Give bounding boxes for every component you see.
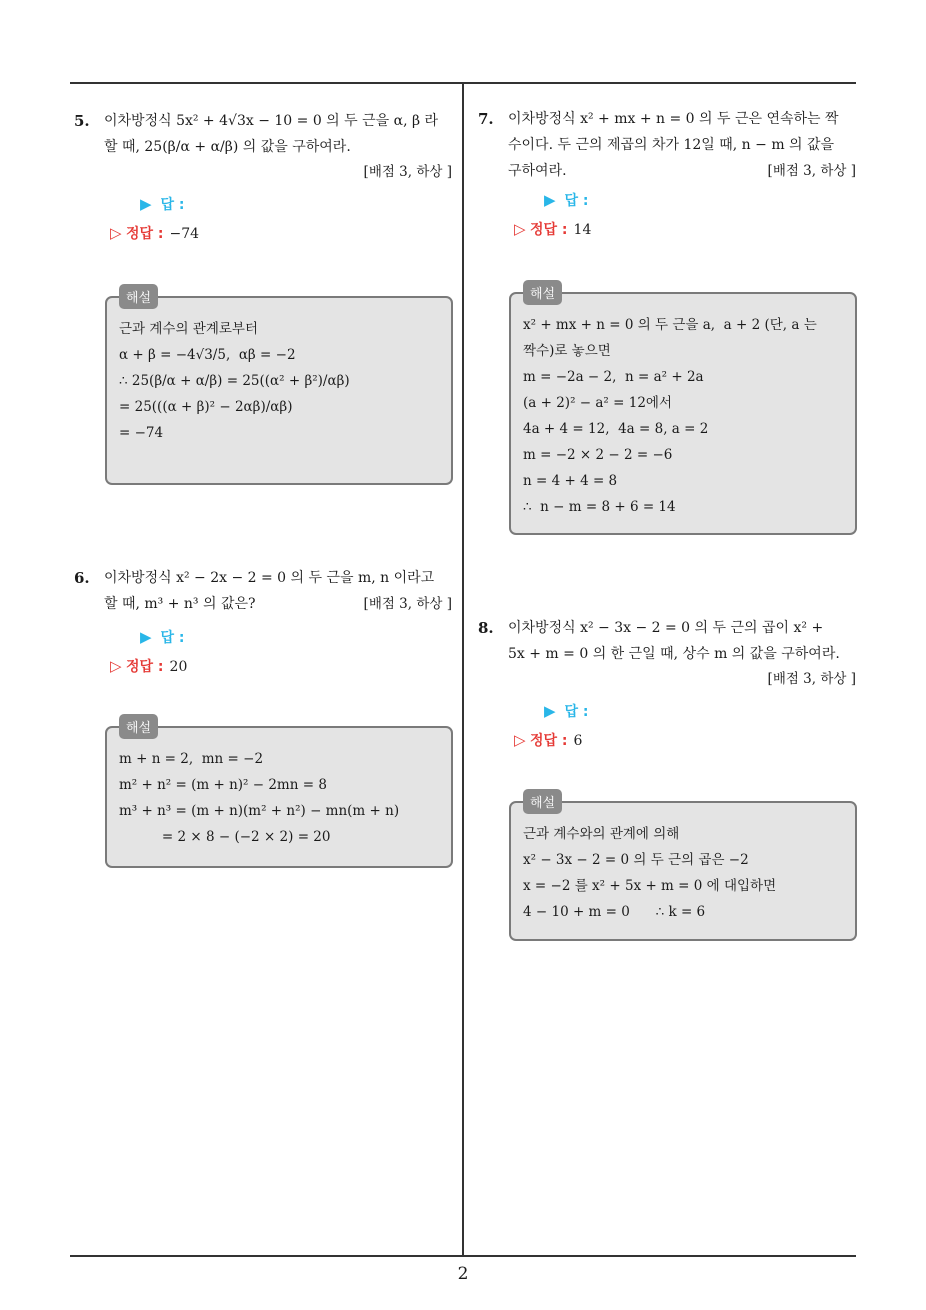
solution-line: 근과 계수의 관계로부터 bbox=[119, 321, 258, 337]
solution-tag: 해설 bbox=[119, 284, 158, 309]
correct-answer-label: 정답 : bbox=[530, 733, 568, 749]
solution-line: 4a + 4 = 12, 4a = 8, a = 2 bbox=[523, 421, 709, 437]
answer-row bbox=[544, 186, 856, 215]
play-triangle-icon: ▶ bbox=[544, 702, 556, 720]
outline-triangle-icon: ▷ bbox=[110, 224, 122, 242]
solution-tag: 해설 bbox=[523, 789, 562, 814]
solution-box-5 bbox=[105, 291, 453, 485]
correct-answer-row bbox=[110, 219, 452, 248]
problem-number: 6. bbox=[74, 569, 90, 587]
problem-text-line: 이차방정식 x² − 2x − 2 = 0 의 두 근을 m, n 이라고 bbox=[104, 570, 435, 586]
problem-text-line: 할 때, 25(β/α + α/β) 의 값을 구하여라. bbox=[104, 139, 351, 155]
outline-triangle-icon: ▷ bbox=[514, 220, 526, 238]
solution-tag: 해설 bbox=[523, 280, 562, 305]
score-meta: [배점 3, 하상 ] bbox=[767, 163, 856, 179]
column-divider bbox=[462, 82, 464, 1257]
score-meta: [배점 3, 하상 ] bbox=[363, 596, 452, 612]
problem-number: 5. bbox=[74, 112, 90, 130]
solution-line: m + n = 2, mn = −2 bbox=[119, 751, 264, 767]
problem-text-line: 구하여라. bbox=[508, 163, 567, 179]
problem-number: 7. bbox=[478, 110, 494, 128]
problem-text-line: 5x + m = 0 의 한 근일 때, 상수 m 의 값을 구하여라. bbox=[508, 646, 840, 662]
correct-answer-value: −74 bbox=[169, 226, 200, 242]
solution-line: n = 4 + 4 = 8 bbox=[523, 473, 618, 489]
answer-row bbox=[140, 190, 452, 219]
solution-line: (a + 2)² − a² = 12에서 bbox=[523, 395, 672, 411]
solution-box-6 bbox=[105, 721, 453, 868]
solution-line: = 25(((α + β)² − 2αβ)/αβ) bbox=[119, 399, 293, 415]
solution-line: 4 − 10 + m = 0 ∴ k = 6 bbox=[523, 904, 706, 920]
solution-line: ∴ 25(β/α + α/β) = 25((α² + β²)/αβ) bbox=[119, 373, 350, 389]
solution-line: m³ + n³ = (m + n)(m² + n²) − mn(m + n) bbox=[119, 803, 400, 819]
solution-line: x² − 3x − 2 = 0 의 두 근의 곱은 −2 bbox=[523, 852, 749, 868]
answer-label: 답 : bbox=[160, 197, 185, 213]
solution-line: x = −2 를 x² + 5x + m = 0 에 대입하면 bbox=[523, 878, 777, 894]
correct-answer-label: 정답 : bbox=[126, 226, 164, 242]
problem-6 bbox=[74, 565, 452, 681]
problem-text-line: 수이다. 두 근의 제곱의 차가 12일 때, n − m 의 값을 bbox=[508, 137, 835, 153]
correct-answer-row bbox=[110, 652, 452, 681]
problem-text-line: 할 때, m³ + n³ 의 값은? bbox=[104, 596, 256, 612]
correct-answer-value: 14 bbox=[573, 222, 592, 238]
correct-answer-row bbox=[514, 215, 856, 244]
outline-triangle-icon: ▷ bbox=[110, 657, 122, 675]
correct-answer-value: 6 bbox=[573, 733, 583, 749]
answer-label: 답 : bbox=[564, 193, 589, 209]
answer-label: 답 : bbox=[564, 704, 589, 720]
answer-row bbox=[544, 697, 856, 726]
solution-line: ∴ n − m = 8 + 6 = 14 bbox=[523, 499, 676, 515]
solution-line: m² + n² = (m + n)² − 2mn = 8 bbox=[119, 777, 327, 793]
play-triangle-icon: ▶ bbox=[140, 628, 152, 646]
play-triangle-icon: ▶ bbox=[140, 195, 152, 213]
solution-box-8 bbox=[509, 796, 857, 941]
problem-5 bbox=[74, 108, 452, 248]
correct-answer-label: 정답 : bbox=[126, 659, 164, 675]
solution-line: = −74 bbox=[119, 425, 164, 441]
solution-tag: 해설 bbox=[119, 714, 158, 739]
answer-label: 답 : bbox=[160, 630, 185, 646]
correct-answer-label: 정답 : bbox=[530, 222, 568, 238]
problem-8 bbox=[478, 615, 856, 755]
solution-line: 근과 계수와의 관계에 의해 bbox=[523, 826, 680, 842]
answer-row bbox=[140, 623, 452, 652]
problem-number: 8. bbox=[478, 619, 494, 637]
outline-triangle-icon: ▷ bbox=[514, 731, 526, 749]
solution-line: m = −2a − 2, n = a² + 2a bbox=[523, 369, 704, 385]
problem-text-line: 이차방정식 x² + mx + n = 0 의 두 근은 연속하는 짝 bbox=[508, 111, 839, 127]
solution-line: x² + mx + n = 0 의 두 근을 a, a + 2 (단, a 는 bbox=[523, 317, 817, 333]
correct-answer-value: 20 bbox=[169, 659, 188, 675]
correct-answer-row bbox=[514, 726, 856, 755]
solution-line: = 2 × 8 − (−2 × 2) = 20 bbox=[119, 829, 331, 845]
problem-7 bbox=[478, 106, 856, 244]
solution-line: m = −2 × 2 − 2 = −6 bbox=[523, 447, 673, 463]
solution-line: 짝수)로 놓으면 bbox=[523, 343, 611, 359]
problem-text-line: 이차방정식 x² − 3x − 2 = 0 의 두 근의 곱이 x² + bbox=[508, 620, 824, 636]
play-triangle-icon: ▶ bbox=[544, 191, 556, 209]
bottom-rule bbox=[70, 1255, 856, 1257]
solution-box-7 bbox=[509, 287, 857, 535]
score-meta: [배점 3, 하상 ] bbox=[363, 164, 452, 180]
problem-text-line: 이차방정식 5x² + 4√3x − 10 = 0 의 두 근을 α, β 라 bbox=[104, 113, 439, 129]
score-meta: [배점 3, 하상 ] bbox=[767, 671, 856, 687]
solution-line: α + β = −4√3/5, αβ = −2 bbox=[119, 347, 296, 363]
page-number: 2 bbox=[457, 1264, 469, 1284]
